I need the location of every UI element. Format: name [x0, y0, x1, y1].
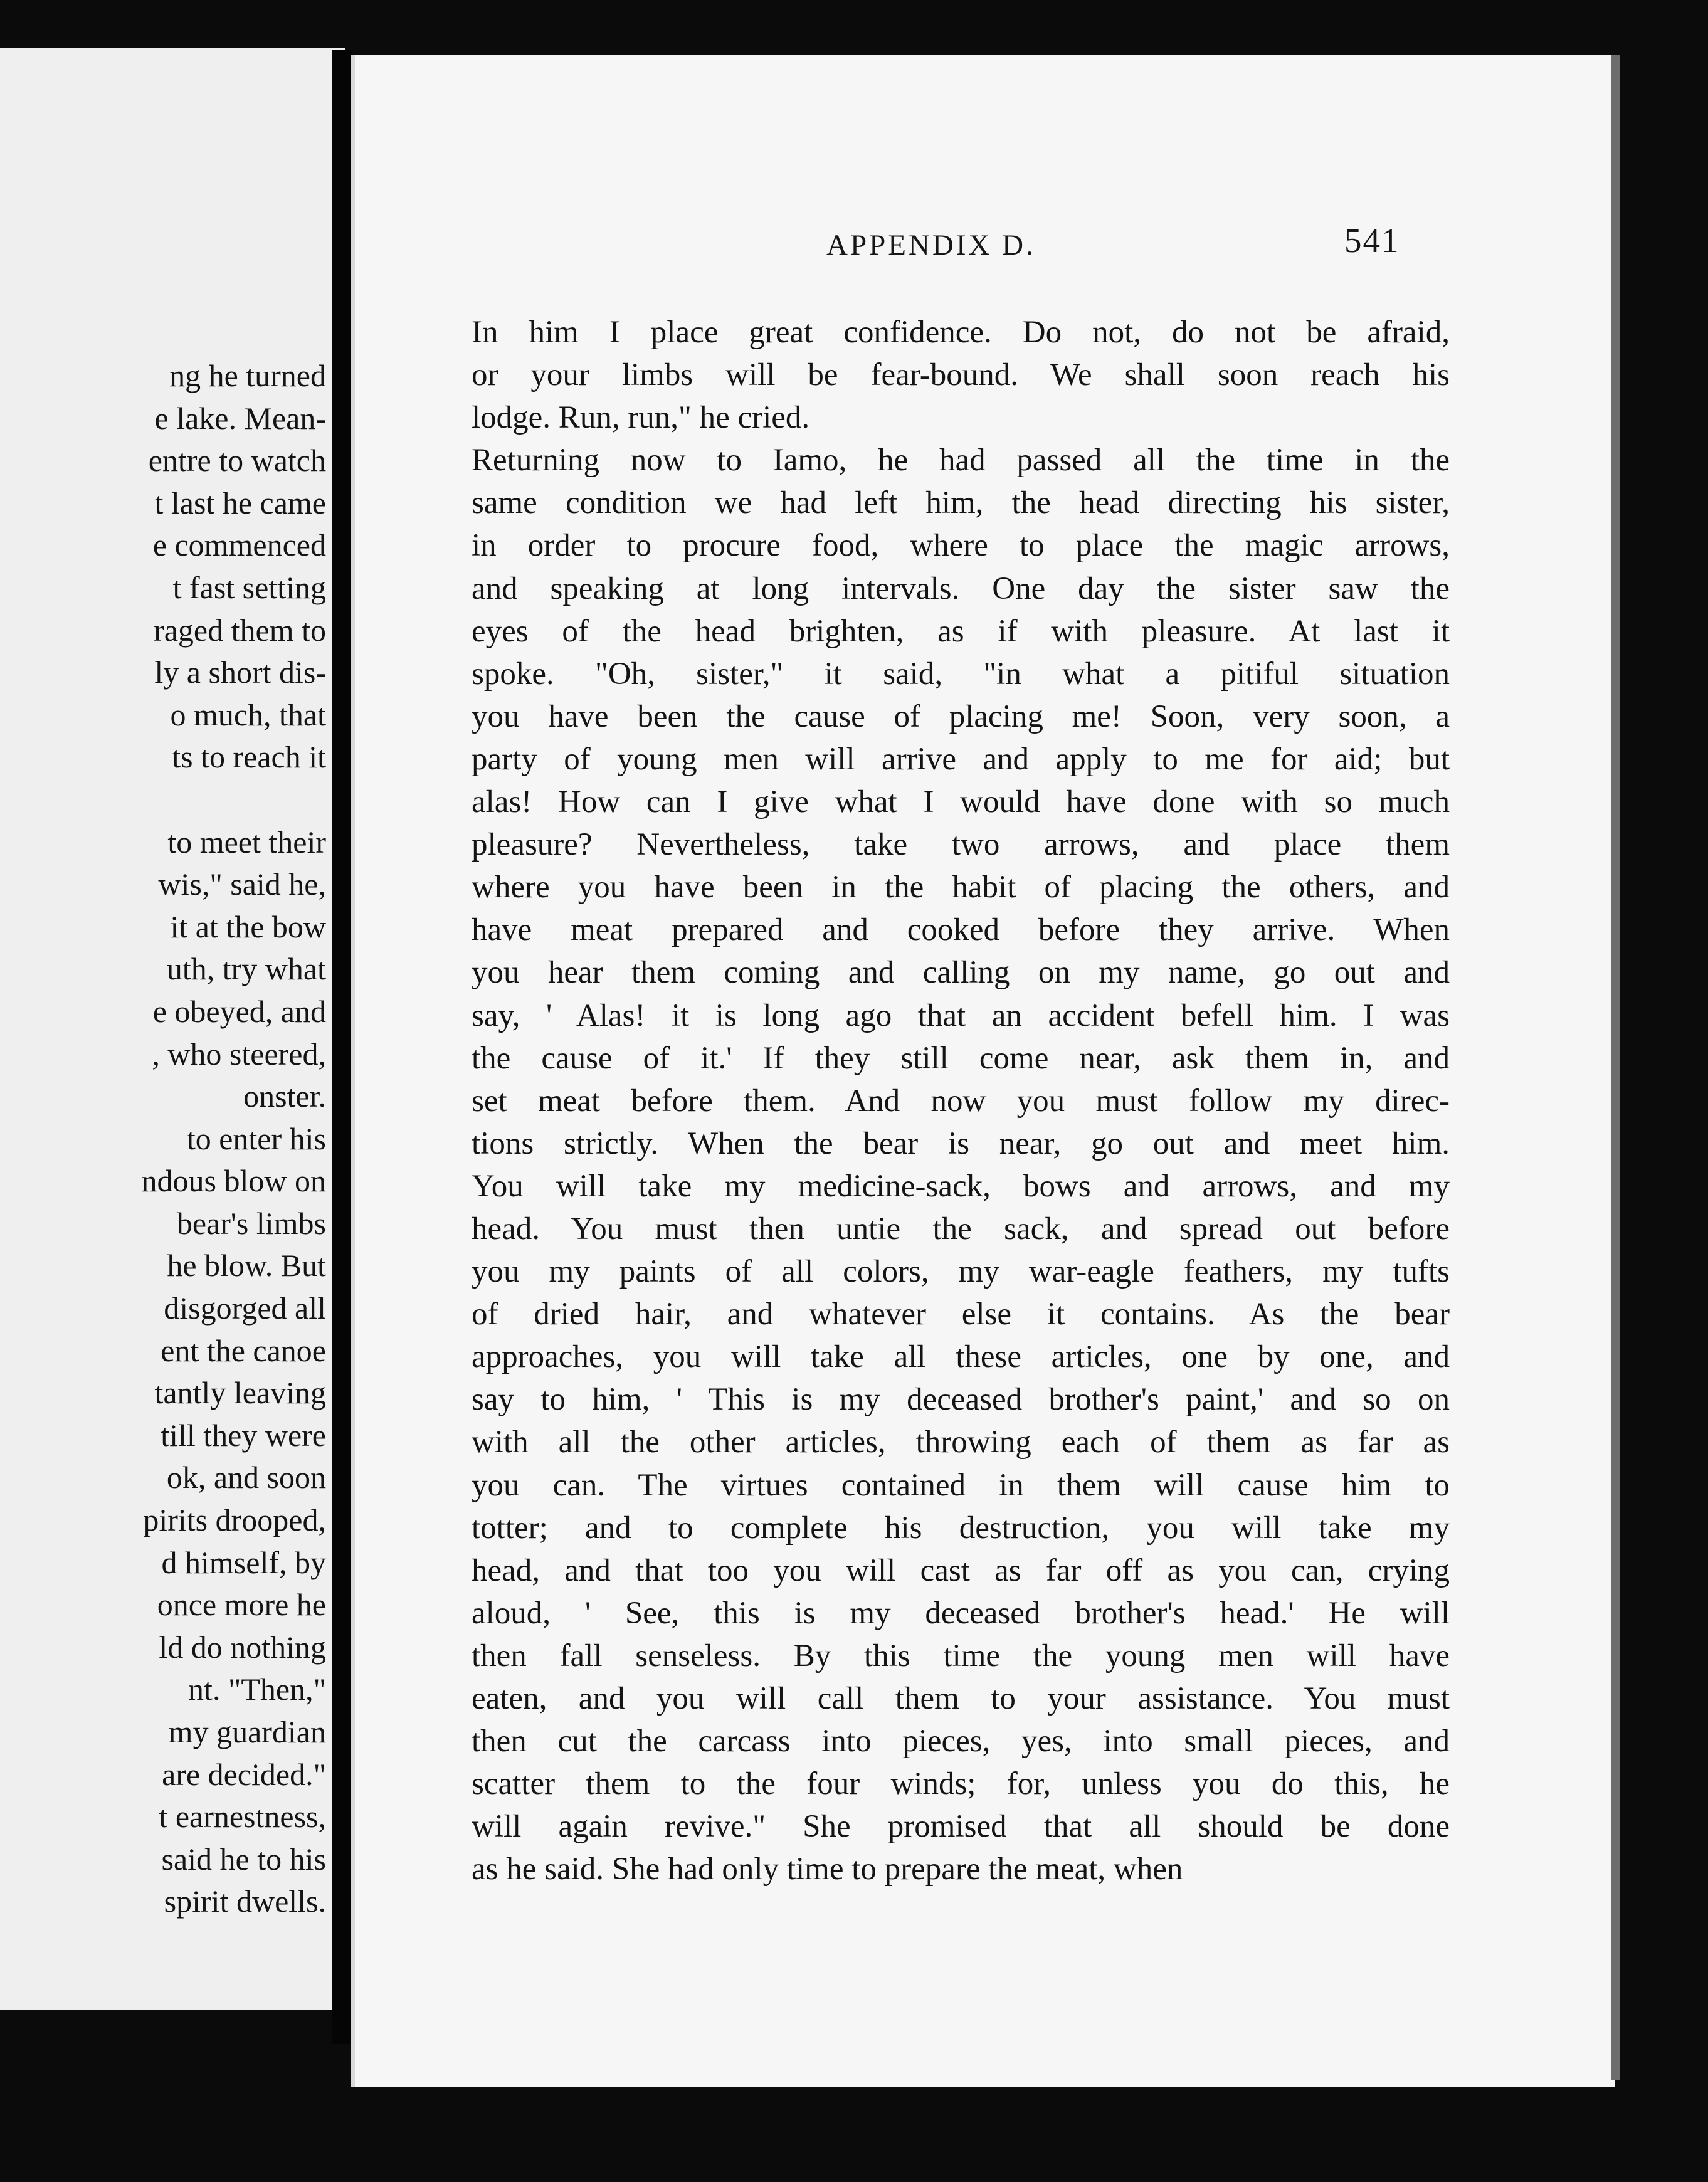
- text-line: then cut the carcass into pieces, yes, into small pieces, and: [472, 1724, 1450, 1759]
- left-line: bear's limbs: [176, 1205, 326, 1241]
- text-line: then fall senseless. By this time the young men will have: [472, 1638, 1450, 1673]
- text-line: In him I place great confidence. Do not, do not be afraid,: [472, 315, 1450, 350]
- left-line: d himself, by: [161, 1544, 326, 1580]
- text-line: have meat prepared and cooked before they arrive. When: [472, 912, 1450, 948]
- left-line: t fast setting: [172, 569, 326, 605]
- left-line: spirit dwells.: [164, 1884, 326, 1919]
- left-line: ng he turned: [169, 358, 326, 393]
- left-page-text: [0, 355, 326, 1923]
- left-line: entre to watch: [148, 443, 326, 478]
- text-line: you have been the cause of placing me! Soon, very soon, a: [472, 698, 1450, 734]
- text-line: the cause of it.' If they still come near, ask them in, and: [472, 1040, 1450, 1076]
- left-line: e lake. Mean-: [154, 400, 326, 436]
- text-line: and speaking at long intervals. One day the sister saw the: [472, 571, 1450, 606]
- page-edge-shadow: [1611, 55, 1620, 2080]
- text-line: of dried hair, and whatever else it contains. As the bear: [472, 1297, 1450, 1332]
- text-line: eaten, and you will call them to your assistance. You must: [472, 1681, 1450, 1716]
- text-line: you can. The virtues contained in them will cause him to: [472, 1467, 1450, 1503]
- text-line: spoke. "Oh, sister," it said, "in what a pitiful situation: [472, 656, 1450, 692]
- text-line: pleasure? Nevertheless, take two arrows, and place them: [472, 827, 1450, 863]
- left-line: my guardian: [168, 1714, 326, 1749]
- text-line: say, ' Alas! it is long ago that an accident befell him. I was: [472, 998, 1450, 1033]
- left-line: to meet their: [167, 824, 326, 860]
- text-line: approaches, you will take all these articles, one by one, and: [472, 1339, 1450, 1375]
- left-line: ndous blow on: [141, 1163, 326, 1199]
- left-line: till they were: [161, 1417, 326, 1453]
- text-line: you my paints of all colors, my war-eagle feathers, my tufts: [472, 1254, 1450, 1290]
- text-line: in order to procure food, where to place the magic arrows,: [472, 528, 1450, 564]
- text-line: head, and that too you will cast as far off as you can, crying: [472, 1552, 1450, 1588]
- left-line: to enter his: [186, 1120, 326, 1156]
- left-line: onster.: [243, 1078, 326, 1114]
- text-line: set meat before them. And now you must follow my direc-: [472, 1083, 1450, 1119]
- left-line: , who steered,: [152, 1036, 326, 1072]
- text-line: totter; and to complete his destruction, you will take my: [472, 1510, 1450, 1546]
- left-line: [0, 779, 326, 821]
- text-line: as he said. She had only time to prepare the meat, when: [472, 1852, 1183, 1887]
- text-line: or your limbs will be fear-bound. We shall soon reach his: [472, 357, 1450, 393]
- text-line: scatter them to the four winds; for, unless you do this, he: [472, 1766, 1450, 1802]
- left-line: ent the canoe: [161, 1332, 326, 1368]
- left-line: it at the bow: [170, 909, 326, 944]
- left-line: he blow. But: [167, 1248, 326, 1283]
- text-line: eyes of the head brighten, as if with pleasure. At last it: [472, 613, 1450, 649]
- text-line: Returning now to Iamo, he had passed all the time in the: [472, 443, 1450, 478]
- left-line: t earnestness,: [159, 1799, 326, 1835]
- text-line: tions strictly. When the bear is near, go out and meet him.: [472, 1125, 1450, 1161]
- text-line: alas! How can I give what I would have done with so much: [472, 784, 1450, 820]
- running-head: APPENDIX D.: [826, 229, 1036, 261]
- left-line: t last he came: [154, 485, 326, 520]
- text-line: party of young men will arrive and apply to me for aid; but: [472, 741, 1450, 777]
- left-line: e obeyed, and: [152, 993, 326, 1029]
- text-line: where you have been in the habit of placing the others, and: [472, 870, 1450, 905]
- text-line: say to him, ' This is my deceased brother's paint,' and so on: [472, 1382, 1450, 1418]
- left-line: ts to reach it: [172, 739, 326, 775]
- left-line: ld do nothing: [159, 1629, 326, 1665]
- text-line: with all the other articles, throwing each of them as far as: [472, 1425, 1450, 1460]
- left-line: once more he: [157, 1587, 326, 1623]
- left-page: [0, 48, 345, 2010]
- left-line: nt. "Then,": [188, 1672, 326, 1707]
- left-line: wis," said he,: [158, 867, 326, 902]
- text-line: You will take my medicine-sack, bows and arrows, and my: [472, 1168, 1450, 1204]
- left-line: ly a short dis-: [154, 655, 326, 690]
- left-line: ok, and soon: [166, 1460, 326, 1495]
- left-line: raged them to: [154, 612, 326, 648]
- page-number: 541: [1344, 221, 1400, 260]
- right-page-text: [472, 311, 1450, 1890]
- text-line: head. You must then untie the sack, and spread out before: [472, 1211, 1450, 1246]
- text-line: you hear them coming and calling on my name, go out and: [472, 955, 1450, 991]
- text-line: lodge. Run, run," he cried.: [472, 400, 810, 436]
- left-line: pirits drooped,: [143, 1502, 326, 1538]
- text-line: same condition we had left him, the head directing his sister,: [472, 485, 1450, 521]
- left-line: uth, try what: [166, 951, 326, 987]
- left-line: e commenced: [152, 527, 326, 563]
- left-line: are decided.": [162, 1756, 326, 1792]
- left-line: o much, that: [170, 697, 326, 732]
- left-line: disgorged all: [164, 1290, 326, 1326]
- left-line: said he to his: [161, 1841, 326, 1877]
- book-gutter: [332, 50, 352, 2044]
- text-line: will again revive." She promised that all should be done: [472, 1809, 1450, 1845]
- left-line: tantly leaving: [154, 1375, 326, 1411]
- text-line: aloud, ' See, this is my deceased brother's head.' He will: [472, 1595, 1450, 1631]
